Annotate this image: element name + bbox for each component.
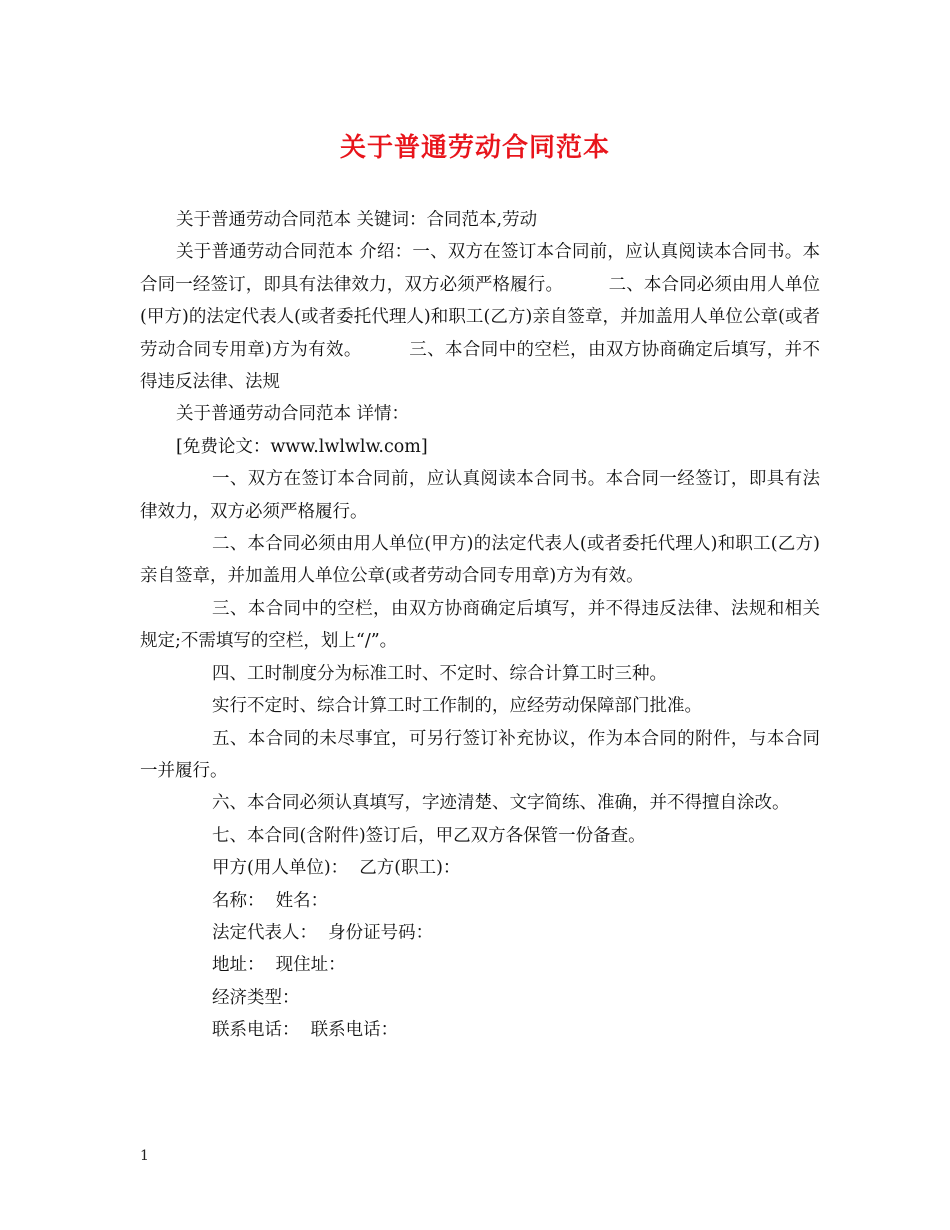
clause-5: 五、本合同的未尽事宜，可另行签订补充协议，作为本合同的附件，与本合同一并履行。 xyxy=(140,728,820,781)
page-number: 1 xyxy=(140,1148,149,1164)
details-line: 关于普通劳动合同范本 详情： xyxy=(176,404,410,425)
intro-paragraph: 关于普通劳动合同范本 介绍：一、双方在签订本合同前，应认真阅读本合同书。本合同一经签订，即具有法律效力，双方必须严格履行。 二、本合同必须由用人单位(甲方)的法定代表人(或者委托代理人)和职工(乙方)亲自签章，并加盖用人单位公章(或者劳动合同专用章)方为有效。 三、本合同中的空栏，由双方协商确定后填写，并不得违反法律、法规 xyxy=(140,242,820,393)
clause-2: 二、本合同必须由用人单位(甲方)的法定代表人(或者委托代理人)和职工(乙方)亲自签章，并加盖用人单位公章(或者劳动合同专用章)方为有效。 xyxy=(140,534,820,587)
document-body xyxy=(140,204,820,1047)
clause-7: 七、本合同(含附件)签订后，甲乙双方各保管一份备查。 xyxy=(212,825,646,846)
field-address: 地址： 现住址： xyxy=(212,955,346,976)
field-economic-type: 经济类型： xyxy=(212,987,300,1008)
clause-4-note: 实行不定时、综合计算工时工作制的，应经劳动保障部门批准。 xyxy=(212,696,702,717)
clause-1: 一、双方在签订本合同前，应认真阅读本合同书。本合同一经签订，即具有法律效力，双方必须严格履行。 xyxy=(140,469,820,522)
field-phone: 联系电话： 联系电话： xyxy=(212,1020,399,1041)
source-line: [免费论文：www.lwlwlw.com] xyxy=(176,436,428,457)
clause-6: 六、本合同必须认真填写，字迹清楚、文字简练、准确，并不得擅自涂改。 xyxy=(212,793,790,814)
field-parties: 甲方(用人单位)： 乙方(职工)： xyxy=(212,858,461,879)
keywords-line: 关于普通劳动合同范本 关键词：合同范本,劳动 xyxy=(176,210,538,230)
clause-3: 三、本合同中的空栏，由双方协商确定后填写，并不得违反法律、法规和相关规定;不需填写的空栏，划上“/”。 xyxy=(140,598,820,652)
clause-4: 四、工时制度分为标准工时、不定时、综合计算工时三种。 xyxy=(212,663,667,684)
field-legal-representative: 法定代表人： 身份证号码： xyxy=(212,922,434,943)
document-title: 关于普通劳动合同范本 xyxy=(339,133,610,163)
field-name: 名称： 姓名： xyxy=(212,890,329,911)
